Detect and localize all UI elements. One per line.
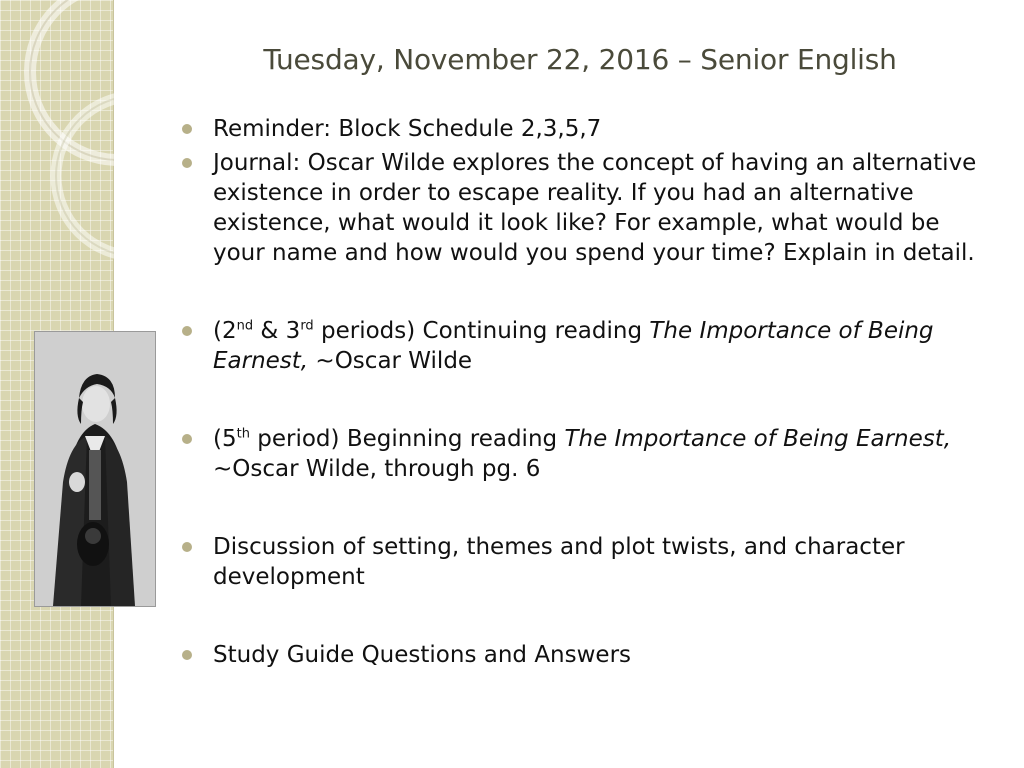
portrait-figure-icon [35, 332, 155, 606]
superscript-rd: rd [300, 318, 314, 334]
bullet-text: Study Guide Questions and Answers [213, 642, 632, 668]
author: ~Oscar Wilde [308, 348, 473, 374]
bullet-journal [180, 148, 998, 268]
slide-title: Tuesday, November 22, 2016 – Senior English [263, 43, 897, 76]
bullet-reminder [180, 114, 998, 144]
bullet-text: Reminder: Block Schedule 2,3,5,7 [213, 116, 602, 142]
bullet-text: period) Beginning reading [249, 426, 565, 452]
bullet-study-guide [180, 640, 998, 670]
author: ~Oscar Wilde, through pg. 6 [213, 456, 541, 482]
superscript-th: th [236, 426, 250, 442]
bullet-text: periods) Continuing reading [313, 318, 650, 344]
slide-content [180, 114, 998, 670]
bullet-period-5 [180, 424, 998, 484]
bullet-discussion [180, 532, 998, 592]
superscript-nd: nd [236, 318, 254, 334]
book-title: The Importance of Being Earnest, [213, 318, 934, 374]
book-title: The Importance of Being Earnest, [564, 426, 952, 452]
bullet-periods-2-3 [180, 316, 998, 376]
oscar-wilde-portrait [35, 332, 155, 606]
bullet-text: Discussion of setting, themes and plot twists, and character development [213, 534, 905, 590]
period-prefix: (5 [213, 426, 237, 452]
period-mid: & 3 [253, 318, 301, 344]
period-prefix: (2 [213, 318, 237, 344]
bullet-text: Journal: Oscar Wilde explores the concept of having an alternative existence in order to escape reality. If you had an alternative existence, what would it look like? For example, what would be your name and how would you spend your time? Explain in detail. [213, 150, 977, 266]
